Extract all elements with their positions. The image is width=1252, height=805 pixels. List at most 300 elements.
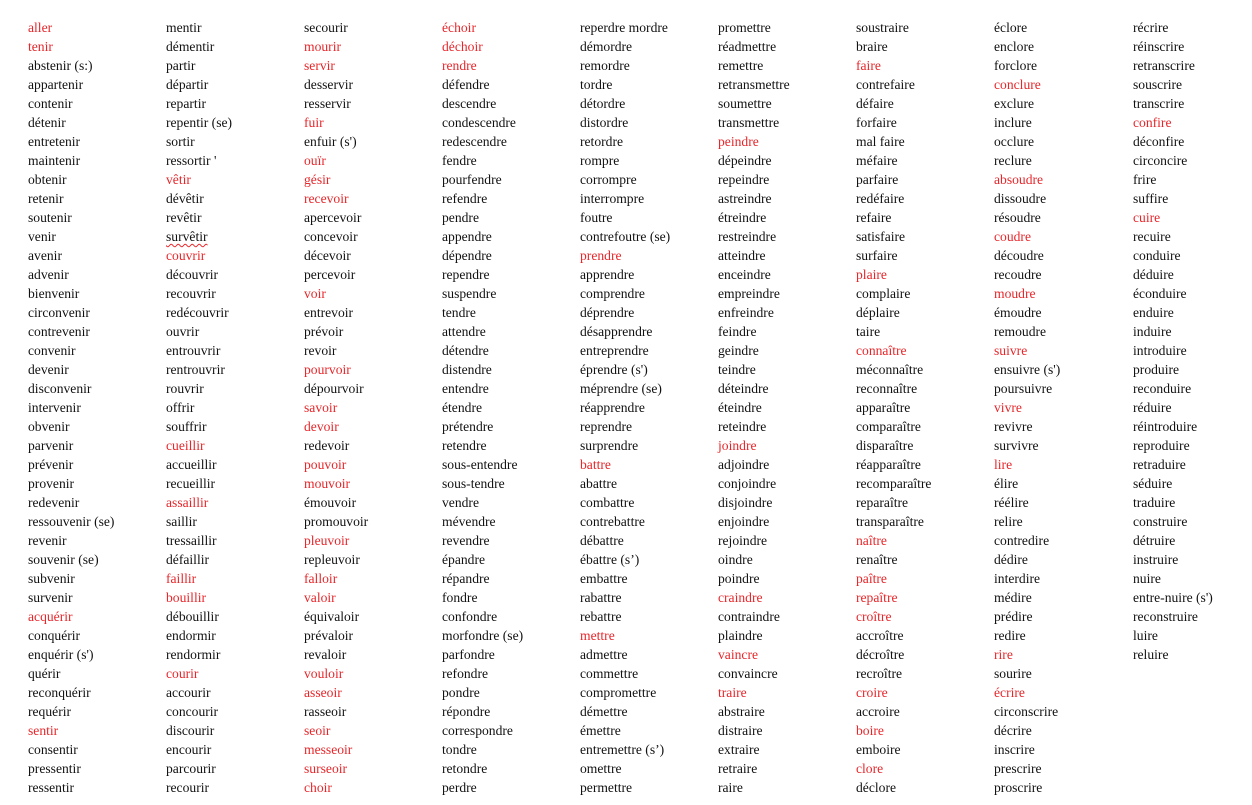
verb-word-highlighted: connaître	[856, 343, 907, 358]
verb-word-highlighted: confire	[1133, 115, 1172, 130]
verb-word: déclore	[856, 780, 896, 795]
verb-word: foutre	[580, 210, 613, 225]
verb-word: suspendre	[442, 286, 497, 301]
verb-word: récrire	[1133, 20, 1169, 35]
verb-word: accueillir	[166, 457, 217, 472]
verb-word: médire	[994, 590, 1032, 605]
verb-word: repartir	[166, 96, 206, 111]
verb-word: construire	[1133, 514, 1188, 529]
verb-word: circoncire	[1133, 153, 1188, 168]
verb-word: promouvoir	[304, 514, 369, 529]
verb-word: éclore	[994, 20, 1028, 35]
verb-word: redéfaire	[856, 191, 905, 206]
verb-word-highlighted: prendre	[580, 248, 622, 263]
verb-word-highlighted: choir	[304, 780, 332, 795]
verb-word: reproduire	[1133, 438, 1190, 453]
verb-word: dépeindre	[718, 153, 772, 168]
verb-word: tressaillir	[166, 533, 217, 548]
verb-word: mal faire	[856, 134, 905, 149]
verb-word: adjoindre	[718, 457, 770, 472]
verb-word: consentir	[28, 742, 78, 757]
verb-word: prescrire	[994, 761, 1042, 776]
verb-word: revivre	[994, 419, 1033, 434]
verb-word: obvenir	[28, 419, 70, 434]
verb-word: descendre	[442, 96, 497, 111]
verb-word-highlighted: lire	[994, 457, 1013, 472]
verb-word: sous-tendre	[442, 476, 505, 491]
verb-word: découdre	[994, 248, 1044, 263]
verb-word: resservir	[304, 96, 351, 111]
verb-word: prétendre	[442, 419, 494, 434]
verb-word-highlighted: tenir	[28, 39, 53, 54]
verb-word: défaillir	[166, 552, 210, 567]
verb-word-highlighted: suivre	[994, 343, 1028, 358]
verb-column-4	[442, 18, 523, 797]
verb-word-highlighted: savoir	[304, 400, 338, 415]
verb-word: enceindre	[718, 267, 771, 282]
verb-word-highlighted: échoir	[442, 20, 476, 35]
verb-word: advenir	[28, 267, 69, 282]
verb-word: exclure	[994, 96, 1034, 111]
verb-word-highlighted: devoir	[304, 419, 339, 434]
verb-word: partir	[166, 58, 196, 73]
verb-column-7	[856, 18, 931, 797]
verb-word: déplaire	[856, 305, 900, 320]
verb-word: saillir	[166, 514, 197, 529]
verb-word: astreindre	[718, 191, 772, 206]
verb-word: ouvrir	[166, 324, 200, 339]
verb-word-highlighted: couvrir	[166, 248, 206, 263]
verb-word: perdre	[442, 780, 477, 795]
verb-word: revêtir	[166, 210, 202, 225]
verb-word: retransmettre	[718, 77, 790, 92]
verb-word-highlighted: vêtir	[166, 172, 191, 187]
verb-word: détenir	[28, 115, 66, 130]
verb-word: poursuivre	[994, 381, 1053, 396]
verb-word: pendre	[442, 210, 479, 225]
verb-word: sous-entendre	[442, 457, 518, 472]
verb-word: redire	[994, 628, 1026, 643]
verb-word: décevoir	[304, 248, 351, 263]
verb-word-highlighted: sentir	[28, 723, 59, 738]
verb-word-highlighted: écrire	[994, 685, 1025, 700]
verb-word-highlighted: pourvoir	[304, 362, 351, 377]
verb-word: redescendre	[442, 134, 507, 149]
verb-word: transmettre	[718, 115, 780, 130]
verb-word: survêtir	[166, 229, 208, 244]
verb-word: enquérir (s')	[28, 647, 94, 662]
verb-word: complaire	[856, 286, 911, 301]
verb-word: accroire	[856, 704, 900, 719]
verb-word-highlighted: vaincre	[718, 647, 758, 662]
verb-word: dépourvoir	[304, 381, 364, 396]
verb-word: rejoindre	[718, 533, 768, 548]
verb-word-highlighted: naître	[856, 533, 887, 548]
verb-word: détendre	[442, 343, 489, 358]
verb-word: atteindre	[718, 248, 766, 263]
verb-word: combattre	[580, 495, 635, 510]
verb-word: teindre	[718, 362, 756, 377]
verb-word: rabattre	[580, 590, 622, 605]
verb-word: repentir (se)	[166, 115, 233, 130]
verb-word: geindre	[718, 343, 759, 358]
verb-word: entrouvrir	[166, 343, 221, 358]
verb-word: admettre	[580, 647, 628, 662]
verb-word: commettre	[580, 666, 639, 681]
verb-word: taire	[856, 324, 881, 339]
verb-word: rentrouvrir	[166, 362, 225, 377]
verb-word: parcourir	[166, 761, 216, 776]
verb-word-highlighted: falloir	[304, 571, 338, 586]
verb-word-highlighted: traire	[718, 685, 747, 700]
verb-word: remoudre	[994, 324, 1047, 339]
verb-word: enclore	[994, 39, 1034, 54]
verb-column-2	[166, 18, 232, 797]
verb-word: réintroduire	[1133, 419, 1198, 434]
verb-word: refaire	[856, 210, 892, 225]
verb-word: pondre	[442, 685, 480, 700]
verb-word: reconduire	[1133, 381, 1192, 396]
verb-word: oindre	[718, 552, 753, 567]
verb-word: conquérir	[28, 628, 81, 643]
verb-word: avenir	[28, 248, 62, 263]
verb-word: reparaître	[856, 495, 909, 510]
verb-word: entremettre (s’)	[580, 742, 665, 757]
verb-word-highlighted: acquérir	[28, 609, 73, 624]
verb-word: retendre	[442, 438, 487, 453]
verb-column-9	[1133, 18, 1213, 664]
verb-word: déconfire	[1133, 134, 1185, 149]
verb-word: retranscrire	[1133, 58, 1195, 73]
verb-word: défaire	[856, 96, 894, 111]
verb-word: permettre	[580, 780, 633, 795]
verb-word: contrefoutre (se)	[580, 229, 671, 244]
verb-word: démentir	[166, 39, 215, 54]
verb-word: prévaloir	[304, 628, 354, 643]
verb-word: revoir	[304, 343, 337, 358]
verb-word: décroître	[856, 647, 905, 662]
verb-column-8	[994, 18, 1060, 797]
verb-word: départir	[166, 77, 209, 92]
verb-word: devenir	[28, 362, 69, 377]
verb-word: démettre	[580, 704, 628, 719]
verb-word: recueillir	[166, 476, 216, 491]
verb-word: recoudre	[994, 267, 1042, 282]
verb-word: contenir	[28, 96, 73, 111]
verb-word-highlighted: craindre	[718, 590, 763, 605]
verb-word-highlighted: plaire	[856, 267, 887, 282]
verb-word: raire	[718, 780, 743, 795]
verb-word: maintenir	[28, 153, 81, 168]
verb-word-highlighted: valoir	[304, 590, 336, 605]
verb-word: répondre	[442, 704, 491, 719]
verb-word: redécouvrir	[166, 305, 229, 320]
verb-word: sortir	[166, 134, 195, 149]
verb-word: reclure	[994, 153, 1032, 168]
verb-word: traduire	[1133, 495, 1176, 510]
verb-word-highlighted: peindre	[718, 134, 759, 149]
verb-word: élire	[994, 476, 1019, 491]
verb-word: équivaloir	[304, 609, 360, 624]
verb-word: apercevoir	[304, 210, 362, 225]
verb-word: parfondre	[442, 647, 495, 662]
verb-word: restreindre	[718, 229, 777, 244]
verb-word-highlighted: mouvoir	[304, 476, 351, 491]
verb-word: desservir	[304, 77, 354, 92]
verb-word-highlighted: cuire	[1133, 210, 1161, 225]
verb-word-highlighted: battre	[580, 457, 611, 472]
verb-word: recouvrir	[166, 286, 216, 301]
verb-word: extraire	[718, 742, 760, 757]
verb-word: éprendre (s')	[580, 362, 648, 377]
verb-word: contraindre	[718, 609, 780, 624]
verb-word: débattre	[580, 533, 624, 548]
verb-word-highlighted: moudre	[994, 286, 1036, 301]
verb-word: tordre	[580, 77, 613, 92]
verb-word-highlighted: coudre	[994, 229, 1031, 244]
verb-word-highlighted: mourir	[304, 39, 341, 54]
verb-word: reluire	[1133, 647, 1169, 662]
verb-word: rompre	[580, 153, 620, 168]
verb-word: proscrire	[994, 780, 1043, 795]
verb-word: satisfaire	[856, 229, 906, 244]
verb-word: appartenir	[28, 77, 84, 92]
verb-word: instruire	[1133, 552, 1179, 567]
verb-word-highlighted: paître	[856, 571, 887, 586]
verb-word: correspondre	[442, 723, 513, 738]
verb-word-highlighted: surseoir	[304, 761, 348, 776]
verb-word-highlighted: boire	[856, 723, 884, 738]
verb-column-5	[580, 18, 670, 797]
verb-word: dépendre	[442, 248, 492, 263]
verb-word: recuire	[1133, 229, 1171, 244]
verb-word: distordre	[580, 115, 629, 130]
verb-word-highlighted: pleuvoir	[304, 533, 350, 548]
verb-word-highlighted: croire	[856, 685, 888, 700]
verb-word: forclore	[994, 58, 1038, 73]
verb-word: reconstruire	[1133, 609, 1198, 624]
verb-word: rependre	[442, 267, 490, 282]
verb-word: offrir	[166, 400, 195, 415]
verb-column-6	[718, 18, 790, 797]
verb-word: sourire	[994, 666, 1032, 681]
verb-word: corrompre	[580, 172, 637, 187]
verb-word: détordre	[580, 96, 626, 111]
verb-word: emboire	[856, 742, 901, 757]
verb-word: repleuvoir	[304, 552, 360, 567]
verb-word: rendormir	[166, 647, 221, 662]
verb-word: résoudre	[994, 210, 1041, 225]
verb-word: interrompre	[580, 191, 645, 206]
verb-word: refendre	[442, 191, 488, 206]
verb-word: recroître	[856, 666, 903, 681]
verb-word-highlighted: absoudre	[994, 172, 1044, 187]
verb-word: recourir	[166, 780, 210, 795]
verb-word: introduire	[1133, 343, 1187, 358]
verb-word: confondre	[442, 609, 498, 624]
verb-word: revaloir	[304, 647, 347, 662]
verb-word-highlighted: déchoir	[442, 39, 483, 54]
verb-word: déteindre	[718, 381, 769, 396]
verb-word: requérir	[28, 704, 72, 719]
verb-word: repeindre	[718, 172, 770, 187]
verb-word: transcrire	[1133, 96, 1185, 111]
verb-word-highlighted: fuir	[304, 115, 324, 130]
verb-word-highlighted: pouvoir	[304, 457, 347, 472]
verb-word: inscrire	[994, 742, 1035, 757]
verb-word: distraire	[718, 723, 763, 738]
verb-word: empreindre	[718, 286, 780, 301]
verb-word: conjoindre	[718, 476, 777, 491]
verb-word-highlighted: conclure	[994, 77, 1041, 92]
verb-word-highlighted: recevoir	[304, 191, 349, 206]
verb-word: abstraire	[718, 704, 765, 719]
verb-word: dédire	[994, 552, 1028, 567]
verb-word: contrebattre	[580, 514, 645, 529]
verb-word: quérir	[28, 666, 61, 681]
verb-word: contredire	[994, 533, 1050, 548]
verb-word: bienvenir	[28, 286, 80, 301]
verb-word-highlighted: voir	[304, 286, 326, 301]
verb-word: dissoudre	[994, 191, 1047, 206]
verb-word: méconnaître	[856, 362, 924, 377]
verb-word: conduire	[1133, 248, 1181, 263]
verb-word-highlighted: aller	[28, 20, 53, 35]
verb-word: abstenir (s:)	[28, 58, 93, 73]
verb-word: convenir	[28, 343, 76, 358]
verb-word: détruire	[1133, 533, 1176, 548]
verb-word-highlighted: messeoir	[304, 742, 353, 757]
verb-word: éteindre	[718, 400, 762, 415]
verb-word: attendre	[442, 324, 486, 339]
verb-word-highlighted: rendre	[442, 58, 477, 73]
verb-word: enfuir (s')	[304, 134, 357, 149]
verb-word: déduire	[1133, 267, 1174, 282]
verb-word: retraire	[718, 761, 758, 776]
verb-word: forfaire	[856, 115, 897, 130]
verb-word: percevoir	[304, 267, 356, 282]
verb-word: reperdre mordre	[580, 20, 668, 35]
verb-word: souvenir (se)	[28, 552, 99, 567]
verb-word: mentir	[166, 20, 202, 35]
verb-word-highlighted: vivre	[994, 400, 1022, 415]
verb-word: distendre	[442, 362, 492, 377]
verb-word: vendre	[442, 495, 479, 510]
verb-word: répandre	[442, 571, 490, 586]
verb-word: intervenir	[28, 400, 81, 415]
verb-word: convaincre	[718, 666, 778, 681]
verb-word: ressouvenir (se)	[28, 514, 115, 529]
verb-word: accourir	[166, 685, 211, 700]
verb-word: suffire	[1133, 191, 1169, 206]
verb-word: réadmettre	[718, 39, 777, 54]
verb-word: renaître	[856, 552, 898, 567]
verb-word: réapprendre	[580, 400, 645, 415]
verb-word-highlighted: assaillir	[166, 495, 209, 510]
verb-word: retondre	[442, 761, 488, 776]
verb-word: refondre	[442, 666, 489, 681]
verb-word: entendre	[442, 381, 489, 396]
verb-word: enduire	[1133, 305, 1174, 320]
verb-word: fendre	[442, 153, 477, 168]
verb-word-highlighted: repaître	[856, 590, 898, 605]
verb-word: réinscrire	[1133, 39, 1185, 54]
verb-word-highlighted: bouillir	[166, 590, 207, 605]
verb-word: surprendre	[580, 438, 639, 453]
verb-word: ensuivre (s')	[994, 362, 1061, 377]
verb-word: braire	[856, 39, 888, 54]
verb-word-highlighted: joindre	[718, 438, 757, 453]
verb-word: désapprendre	[580, 324, 653, 339]
verb-word: réapparaître	[856, 457, 921, 472]
verb-word: plaindre	[718, 628, 763, 643]
verb-word: occlure	[994, 134, 1034, 149]
verb-word: induire	[1133, 324, 1172, 339]
verb-word: dévêtir	[166, 191, 204, 206]
verb-word-highlighted: servir	[304, 58, 335, 73]
verb-word: contrevenir	[28, 324, 90, 339]
verb-word: contrefaire	[856, 77, 915, 92]
verb-word: encourir	[166, 742, 212, 757]
verb-word-highlighted: asseoir	[304, 685, 342, 700]
verb-word-highlighted: gésir	[304, 172, 331, 187]
verb-word: pourfendre	[442, 172, 502, 187]
verb-word: condescendre	[442, 115, 516, 130]
verb-word: survivre	[994, 438, 1039, 453]
verb-word: entrevoir	[304, 305, 354, 320]
verb-word: transparaître	[856, 514, 924, 529]
verb-word: apparaître	[856, 400, 911, 415]
verb-word: accroître	[856, 628, 904, 643]
verb-word: discourir	[166, 723, 215, 738]
verb-word: soustraire	[856, 20, 909, 35]
verb-word: entre-nuire (s')	[1133, 590, 1213, 605]
verb-word: souffrir	[166, 419, 207, 434]
verb-word: provenir	[28, 476, 75, 491]
verb-word: comprendre	[580, 286, 645, 301]
verb-word: redevenir	[28, 495, 80, 510]
verb-word: venir	[28, 229, 56, 244]
verb-word: omettre	[580, 761, 622, 776]
verb-word-highlighted: seoir	[304, 723, 331, 738]
verb-word: revendre	[442, 533, 490, 548]
verb-word: rouvrir	[166, 381, 204, 396]
verb-word: remordre	[580, 58, 630, 73]
verb-column-1	[28, 18, 114, 797]
verb-word-highlighted: courir	[166, 666, 199, 681]
verb-word: concourir	[166, 704, 219, 719]
verb-word: surfaire	[856, 248, 898, 263]
verb-word: embattre	[580, 571, 628, 586]
verb-word: décrire	[994, 723, 1032, 738]
verb-word: retraduire	[1133, 457, 1186, 472]
verb-word: frire	[1133, 172, 1157, 187]
verb-word: épandre	[442, 552, 486, 567]
verb-word: mévendre	[442, 514, 496, 529]
verb-word: fondre	[442, 590, 478, 605]
verb-word: nuire	[1133, 571, 1161, 586]
verb-word: obtenir	[28, 172, 67, 187]
verb-word: comparaître	[856, 419, 921, 434]
verb-word: poindre	[718, 571, 760, 586]
verb-word: relire	[994, 514, 1023, 529]
verb-word: soumettre	[718, 96, 772, 111]
verb-word: concevoir	[304, 229, 358, 244]
verb-word: reconquérir	[28, 685, 91, 700]
verb-word-highlighted: clore	[856, 761, 884, 776]
verb-word: inclure	[994, 115, 1032, 130]
verb-word: ressentir	[28, 780, 75, 795]
